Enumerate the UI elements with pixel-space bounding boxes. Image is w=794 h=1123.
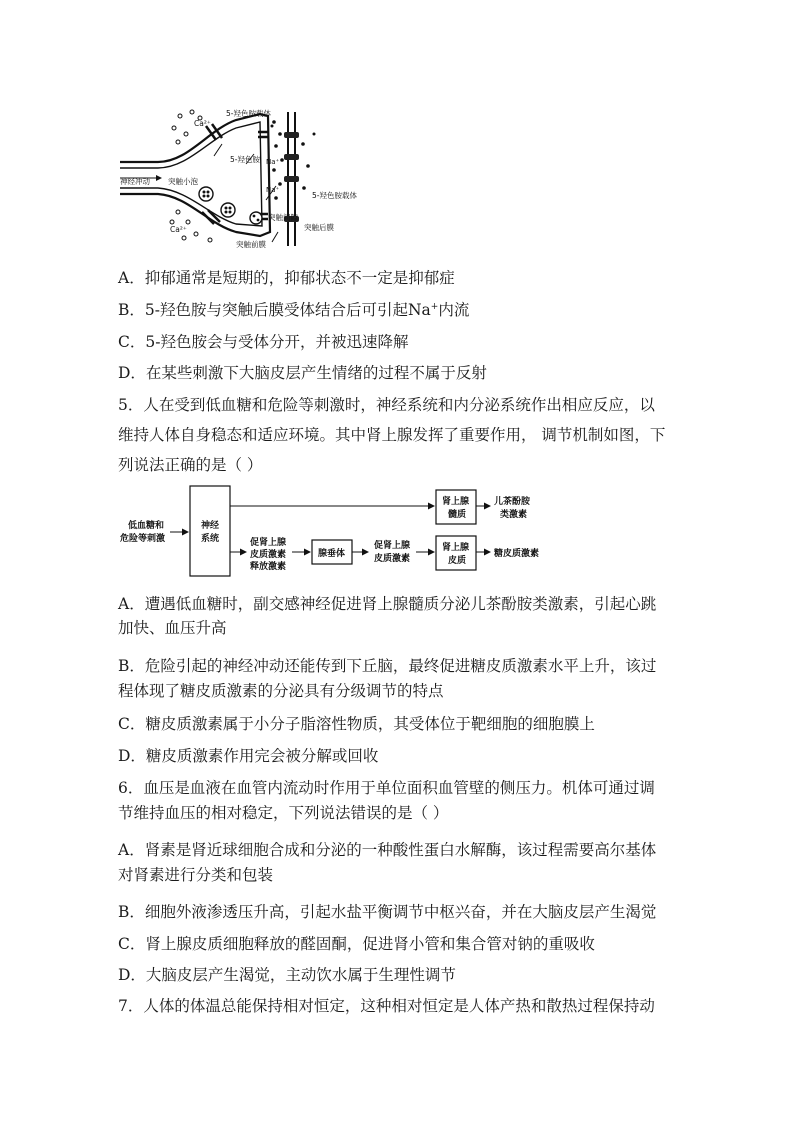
diagram-nervous-line-1: 神经	[201, 521, 220, 531]
adrenal-regulation-diagram	[118, 484, 568, 580]
label-presynaptic: 突触前膜	[236, 240, 266, 249]
label-na-2: Na⁺	[266, 186, 280, 194]
q4-option-d: D．在某些刺激下大脑皮层产生情绪的过程不属于反射	[118, 364, 487, 382]
q4-option-a: A．抑郁通常是短期的，抑郁状态不一定是抑郁症	[118, 269, 455, 287]
diagram-crh-line-3: 释放激素	[250, 562, 287, 572]
diagram-pituitary: 腺垂体	[318, 549, 346, 559]
label-nerve-impulse: 神经冲动	[120, 177, 150, 186]
synapse-figure	[118, 104, 358, 252]
q5-option-b-line-2: 程体现了糖皮质激素的分泌具有分级调节的特点	[118, 682, 444, 700]
q5-stem-line-1: 5．人在受到低血糖和危险等刺激时，神经系统和内分泌系统作出相应反应，以	[118, 396, 655, 414]
q6-option-c: C．肾上腺皮质细胞释放的醛固酮，促进肾小管和集合管对钠的重吸收	[118, 935, 595, 953]
diagram-nervous-line-2: 系统	[201, 534, 220, 544]
q5-option-a-line-2: 加快、血压升高	[118, 619, 227, 637]
q5-stem-line-3: 列说法正确的是（ ）	[118, 456, 263, 474]
q5-stem-line-2: 维持人体自身稳态和适应环境。其中肾上腺发挥了重要作用， 调节机制如图，下	[118, 426, 666, 444]
q6-stem-line-1: 6．血压是血液在血管内流动时作用于单位面积血管壁的侧压力。机体可通过调	[118, 779, 655, 797]
diagram-stimulus-line-1: 低血糖和	[128, 521, 165, 531]
diagram-stimulus-line-2: 危险等刺激	[120, 534, 166, 544]
label-cleft: 突触间隙	[268, 213, 298, 222]
label-serotonin: 5-羟色胺	[230, 155, 260, 164]
q4-option-c: C．5-羟色胺会与受体分开，并被迅速降解	[118, 333, 409, 351]
q5-option-d: D．糖皮质激素作用完会被分解或回收	[118, 747, 379, 765]
label-ca-top: Ca²⁺	[194, 119, 211, 128]
diagram-acth-line-1: 促肾上腺	[374, 541, 411, 551]
q6-option-a-line-1: A．肾素是肾近球细胞合成和分泌的一种酸性蛋白水解酶，该过程需要高尔基体	[118, 841, 657, 859]
label-serotonin-transporter-top: 5-羟色胺载体	[226, 109, 271, 118]
q4-option-b-sup: +	[430, 301, 439, 312]
label-na-1: Na⁺	[266, 158, 280, 166]
diagram-catecholamine-line-2: 类激素	[500, 510, 528, 520]
q7-stem-line-1: 7．人体的体温总能保持相对恒定，这种相对恒定是人体产热和散热过程保持动	[118, 997, 655, 1015]
q5-option-a-line-1: A．遭遇低血糖时，副交感神经促进肾上腺髓质分泌儿茶酚胺类激素，引起心跳	[118, 595, 657, 613]
q4-option-b-tail: 内流	[438, 301, 470, 319]
q6-stem-line-2: 节维持血压的相对稳定，下列说法错误的是（ ）	[118, 804, 449, 822]
q6-option-a-line-2: 对肾素进行分类和包装	[118, 866, 274, 884]
diagram-catecholamine-line-1: 儿茶酚胺	[494, 497, 531, 507]
q6-option-d: D．大脑皮层产生渴觉，主动饮水属于生理性调节	[118, 966, 456, 984]
label-vesicle: 突触小泡	[168, 177, 198, 186]
diagram-crh-line-1: 促肾上腺	[250, 538, 287, 548]
diagram-cortex-line-2: 皮质	[448, 556, 467, 566]
q4-option-b	[118, 300, 469, 320]
label-ca-bottom: Ca²⁺	[170, 225, 187, 234]
q5-option-b-line-1: B．危险引起的神经冲动还能传到下丘脑，最终促进糖皮质激素水平上升，该过	[118, 657, 657, 675]
diagram-medulla-line-2: 髓质	[448, 510, 467, 520]
diagram-medulla-line-1: 肾上腺	[442, 497, 470, 507]
diagram-cortex-line-1: 肾上腺	[442, 543, 470, 553]
q5-option-c: C．糖皮质激素属于小分子脂溶性物质，其受体位于靶细胞的细胞膜上	[118, 715, 595, 733]
q6-option-b: B．细胞外液渗透压升高，引起水盐平衡调节中枢兴奋，并在大脑皮层产生渴觉	[118, 903, 657, 921]
diagram-acth-line-2: 皮质激素	[374, 554, 411, 564]
diagram-crh-line-2: 皮质激素	[250, 550, 287, 560]
label-postsynaptic: 突触后膜	[304, 223, 334, 232]
label-serotonin-transporter-bottom: 5-羟色胺载体	[312, 191, 357, 200]
q4-option-b-text: B．5-羟色胺与突触后膜受体结合后可引起Na	[118, 301, 431, 319]
diagram-glucocorticoid: 糖皮质激素	[494, 549, 540, 559]
